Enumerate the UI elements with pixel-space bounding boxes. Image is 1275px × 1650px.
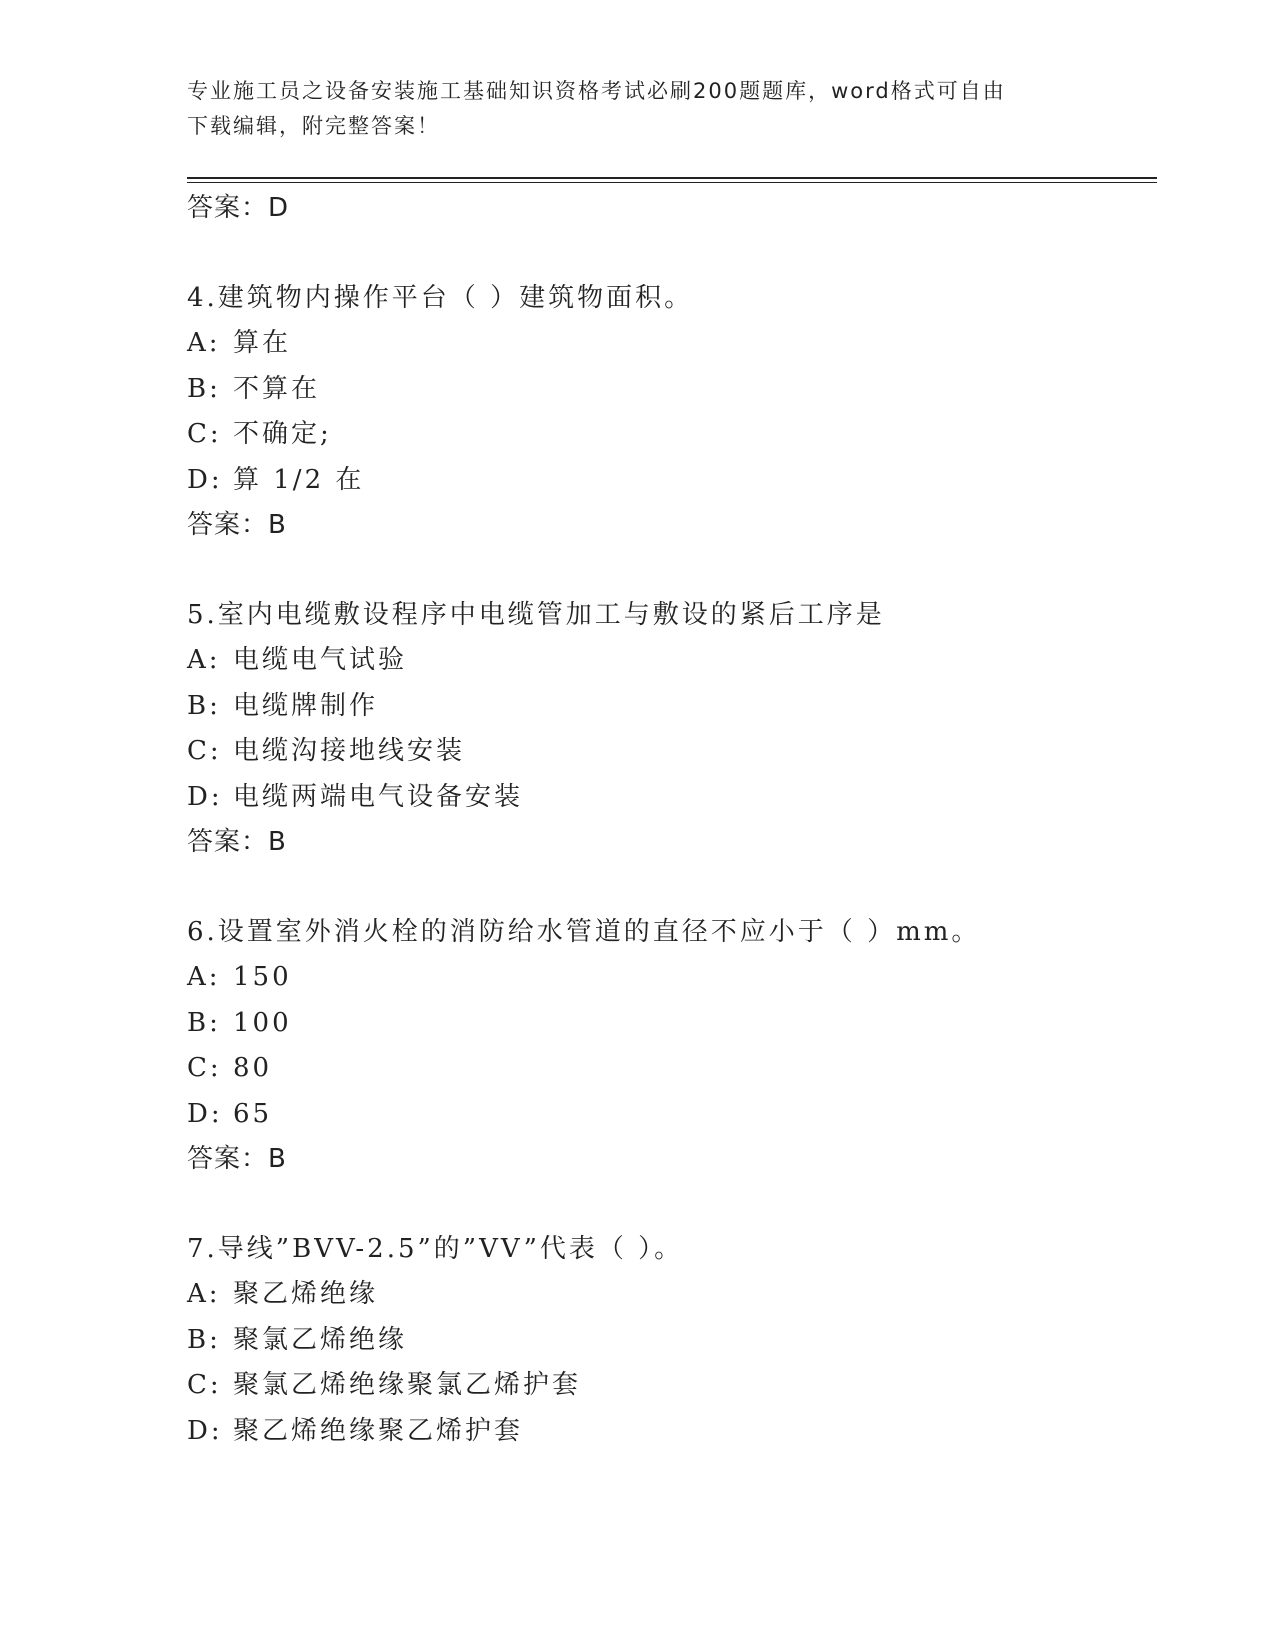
option-letter: A: [187,328,221,358]
option-d [187,1409,1147,1455]
option-b [187,684,1147,730]
option-letter: D: [187,781,223,812]
option-letter: A: [187,962,221,992]
answer-line: 答案：B [187,1144,287,1174]
option-text: 电缆牌制作 [233,690,379,721]
option-letter: D: [187,1415,223,1446]
option-text: 聚氯乙烯绝缘聚氯乙烯护套 [233,1370,582,1400]
option-letter: B: [187,373,221,404]
option-letter: B: [187,1324,221,1355]
header-rule-thick [187,177,1157,179]
option-b [187,1318,1147,1364]
option-letter: C: [187,1053,222,1083]
option-letter: B: [187,690,221,721]
option-text: 聚乙烯绝缘聚乙烯护套 [233,1415,524,1446]
option-text: 100 [233,1007,292,1038]
question-text: 6.设置室外消火栓的消防给水管道的直径不应小于（ ）mm。 [187,916,981,947]
question-block [187,1227,1147,1455]
header-line-2: 下载编辑，附完整答案！ [187,114,440,138]
option-c [187,1046,1147,1092]
option-d [187,458,1147,504]
question-text: 7.导线”BVV-2.5”的”VV”代表（ ）。 [187,1233,684,1264]
option-letter: C: [187,736,222,766]
option-text: 电缆电气试验 [233,645,408,675]
option-text: 电缆两端电气设备安装 [233,781,524,812]
option-c [187,412,1147,458]
option-a [187,1272,1147,1318]
option-letter: A: [187,1279,221,1309]
question-text: 4.建筑物内操作平台（ ）建筑物面积。 [187,282,694,313]
option-text: 电缆沟接地线安装 [233,736,466,766]
option-text: 聚氯乙烯绝缘 [233,1324,408,1355]
option-letter: D: [187,464,223,495]
header-rule-thin [187,182,1157,183]
option-c [187,1363,1147,1409]
option-d [187,1092,1147,1138]
option-b [187,1001,1147,1047]
header-line-1: 专业施工员之设备安装施工基础知识资格考试必刷200题题库，word格式可自由 [187,79,1006,103]
option-d [187,775,1147,821]
option-text: 算在 [233,328,292,358]
option-b [187,367,1147,413]
question-block [187,593,1147,866]
option-a [187,321,1147,367]
option-a [187,638,1147,684]
question-block [187,910,1147,1183]
option-c [187,729,1147,775]
answer-line: 答案：D [187,193,290,223]
option-text: 150 [233,962,292,992]
option-text: 不算在 [233,373,321,404]
option-text: 聚乙烯绝缘 [233,1279,379,1309]
option-letter: C: [187,419,222,449]
option-a [187,955,1147,1001]
answer-line: 答案：B [187,510,287,540]
option-text: 65 [233,1098,273,1129]
option-letter: B: [187,1007,221,1038]
question-block [187,276,1147,549]
document-header [187,74,1087,144]
question-list [187,186,1147,1454]
option-letter: D: [187,1098,223,1129]
option-text: 算 1/2 在 [233,464,365,495]
answer-line: 答案：B [187,827,287,857]
option-text: 不确定; [233,419,332,449]
option-text: 80 [233,1053,273,1083]
question-text: 5.室内电缆敷设程序中电缆管加工与敷设的紧后工序是 [187,599,885,630]
option-letter: C: [187,1370,222,1400]
option-letter: A: [187,645,221,675]
